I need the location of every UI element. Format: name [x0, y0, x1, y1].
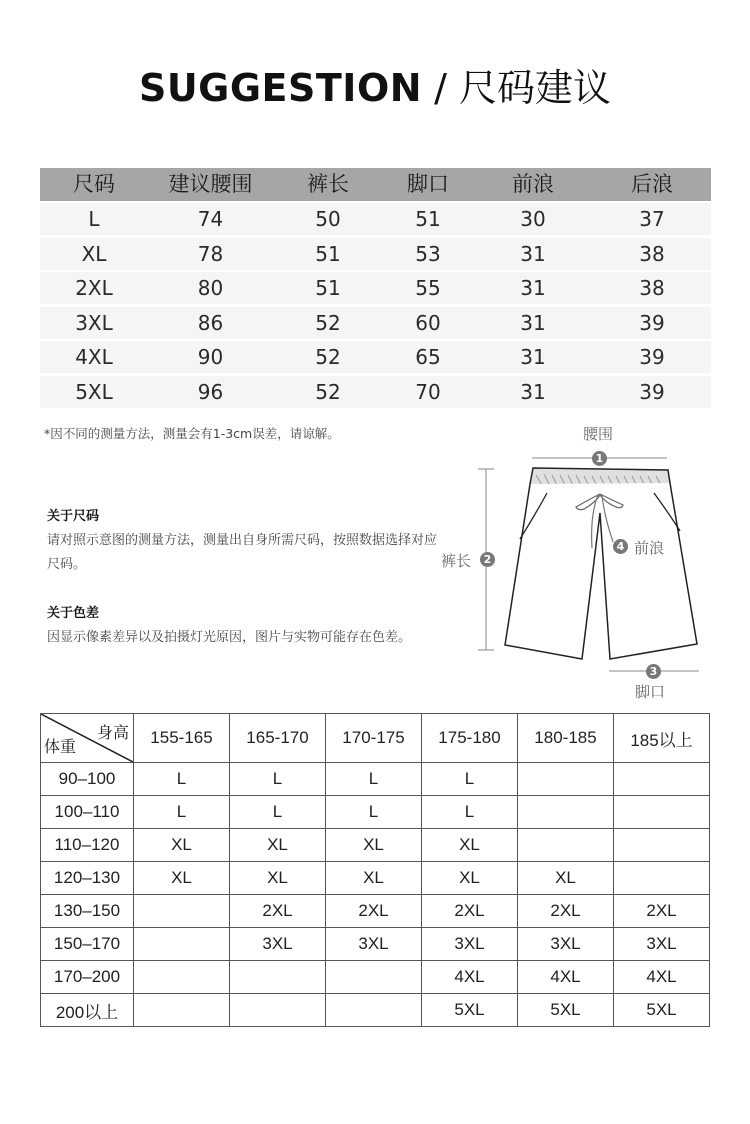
recommended-size-cell: 2XL: [614, 895, 710, 928]
recommended-size-cell: 4XL: [422, 961, 518, 994]
measurement-cell: 90: [197, 345, 224, 369]
shorts-illustration: [430, 415, 730, 705]
height-range-cell: 180-185: [518, 714, 614, 763]
weight-row: [41, 994, 710, 1027]
measurement-cell: 51: [315, 241, 341, 266]
size-table-row: [40, 341, 711, 373]
hem-label: 脚口: [635, 683, 666, 701]
size-table-row: [40, 272, 711, 304]
height-axis-label: 身高: [96, 725, 129, 742]
recommended-size-cell: 3XL: [518, 928, 614, 961]
recommended-size-cell: 2XL: [518, 895, 614, 928]
weight-range-cell: 130–150: [41, 895, 134, 928]
recommended-size-cell: XL: [422, 862, 518, 895]
size-label-cell: XL: [81, 241, 107, 266]
recommended-size-cell: XL: [134, 829, 230, 862]
recommended-size-cell: L: [326, 796, 422, 829]
recommended-size-cell: XL: [230, 862, 326, 895]
recommended-size-cell: [614, 796, 710, 829]
recommended-size-cell: 3XL: [230, 928, 326, 961]
measurement-cell: 65: [415, 345, 441, 369]
weight-row: [41, 895, 710, 928]
measurement-cell: 51: [415, 207, 441, 231]
recommended-size-cell: 2XL: [422, 895, 518, 928]
front-rise-marker-badge: 4: [613, 539, 628, 554]
recommended-size-cell: [614, 862, 710, 895]
size-label-cell: 5XL: [75, 379, 113, 404]
header-cell: 后浪: [631, 172, 673, 196]
measurement-cell: 31: [520, 241, 546, 266]
recommended-size-cell: [134, 895, 230, 928]
recommended-size-cell: [134, 928, 230, 961]
recommended-size-cell: [326, 961, 422, 994]
measurement-cell: 74: [197, 207, 224, 231]
title-english: SUGGESTION: [138, 66, 423, 110]
height-range-cell: 170-175: [326, 714, 422, 763]
waist-marker-badge: 1: [592, 451, 607, 466]
recommended-size-cell: XL: [422, 829, 518, 862]
weight-row: [41, 862, 710, 895]
recommended-size-cell: L: [422, 796, 518, 829]
recommended-size-cell: 3XL: [614, 928, 710, 961]
length-label: 裤长: [441, 552, 472, 570]
recommended-size-cell: XL: [326, 862, 422, 895]
size-label-cell: 2XL: [75, 276, 113, 300]
recommended-size-cell: L: [134, 763, 230, 796]
about-color-text: 因显示像素差异以及拍摄灯光原因，图片与实物可能存在色差。: [47, 630, 412, 645]
height-range-cell: 175-180: [422, 714, 518, 763]
measurement-cell: 31: [520, 379, 546, 404]
measurement-cell: 38: [639, 276, 665, 300]
size-label-cell: 3XL: [75, 310, 113, 335]
measurement-cell: 39: [639, 345, 665, 369]
about-color-heading: 关于色差: [47, 606, 100, 621]
recommended-size-cell: 3XL: [422, 928, 518, 961]
measurement-note: *因不同的测量方法，测量会有1-3cm误差，请谅解。: [44, 426, 340, 441]
measurement-cell: 50: [315, 207, 341, 231]
size-label-cell: 4XL: [75, 345, 113, 369]
weight-range-cell: 100–110: [41, 796, 134, 829]
size-label-cell: L: [88, 207, 100, 231]
size-table-row: [40, 238, 711, 270]
recommended-size-cell: [134, 961, 230, 994]
about-size-heading: 关于尺码: [47, 509, 100, 524]
recommended-size-cell: [518, 829, 614, 862]
recommended-size-cell: L: [134, 796, 230, 829]
measurement-cell: 60: [415, 310, 441, 335]
weight-row: [41, 928, 710, 961]
measurement-cell: 39: [639, 310, 665, 335]
measurement-cell: 31: [520, 310, 546, 335]
size-table-row: [40, 203, 711, 235]
measurement-cell: 96: [197, 379, 224, 404]
recommended-size-cell: L: [422, 763, 518, 796]
recommended-size-cell: L: [230, 763, 326, 796]
header-cell: 尺码: [73, 172, 115, 196]
weight-row: [41, 961, 710, 994]
measurement-cell: 31: [520, 345, 546, 369]
measurement-cell: 78: [197, 241, 224, 266]
height-header-row: [41, 714, 710, 763]
recommended-size-cell: [518, 796, 614, 829]
hem-marker-badge: 3: [646, 664, 661, 679]
measurement-cell: 37: [639, 207, 665, 231]
size-table-header: [40, 168, 711, 201]
measurement-cell: 30: [520, 207, 546, 231]
weight-range-cell: 110–120: [41, 829, 134, 862]
recommended-size-cell: 3XL: [326, 928, 422, 961]
recommended-size-cell: 5XL: [422, 994, 518, 1027]
recommended-size-cell: [614, 829, 710, 862]
about-size-text: 请对照示意图的测量方法，测量出自身所需尺码，按照数据选择对应尺码。: [47, 533, 438, 572]
height-range-cell: 155-165: [134, 714, 230, 763]
front-rise-label: 前浪: [634, 539, 665, 557]
recommended-size-cell: [230, 961, 326, 994]
weight-range-cell: 120–130: [41, 862, 134, 895]
title-separator: /: [422, 66, 460, 110]
header-cell: 前浪: [512, 172, 554, 196]
waist-label: 腰围: [583, 425, 614, 443]
measurement-cell: 38: [639, 241, 665, 266]
measurement-cell: 52: [315, 310, 341, 335]
measurement-cell: 53: [415, 241, 441, 266]
recommended-size-cell: XL: [134, 862, 230, 895]
recommended-size-cell: 4XL: [614, 961, 710, 994]
measurement-cell: 52: [315, 379, 341, 404]
header-cell: 脚口: [407, 172, 449, 196]
recommended-size-cell: 4XL: [518, 961, 614, 994]
recommended-size-cell: XL: [326, 829, 422, 862]
measurement-cell: 31: [520, 276, 546, 300]
weight-range-cell: 170–200: [41, 961, 134, 994]
weight-row: [41, 763, 710, 796]
measurement-cell: 52: [315, 345, 341, 369]
title-chinese: 尺码建议: [459, 66, 612, 110]
recommended-size-cell: [614, 763, 710, 796]
weight-axis-label: 体重: [44, 739, 77, 756]
header-cell: 裤长: [307, 172, 349, 196]
weight-range-cell: 90–100: [41, 763, 134, 796]
size-table: [40, 168, 711, 410]
weight-row: [41, 796, 710, 829]
recommended-size-cell: 2XL: [326, 895, 422, 928]
corner-cell: [41, 714, 134, 763]
recommended-size-cell: XL: [518, 862, 614, 895]
recommended-size-cell: [134, 994, 230, 1027]
recommended-size-cell: XL: [230, 829, 326, 862]
measurement-cell: 70: [415, 379, 441, 404]
recommended-size-cell: [326, 994, 422, 1027]
recommended-size-cell: 5XL: [518, 994, 614, 1027]
measurement-cell: 55: [415, 276, 441, 300]
length-marker-badge: 2: [480, 552, 495, 567]
measurement-cell: 51: [315, 276, 341, 300]
height-weight-size-table: [40, 713, 710, 1027]
recommended-size-cell: 5XL: [614, 994, 710, 1027]
header-cell: 建议腰围: [168, 172, 253, 196]
size-table-row: [40, 307, 711, 339]
weight-row: [41, 829, 710, 862]
recommended-size-cell: L: [230, 796, 326, 829]
recommended-size-cell: L: [326, 763, 422, 796]
measurement-cell: 86: [197, 310, 224, 335]
shorts-measurement-diagram: [430, 415, 730, 705]
page-title: [0, 62, 750, 114]
weight-range-cell: 200以上: [41, 994, 134, 1027]
measurement-cell: 39: [639, 379, 665, 404]
recommended-size-cell: [518, 763, 614, 796]
height-range-cell: 185以上: [614, 714, 710, 763]
recommended-size-cell: [230, 994, 326, 1027]
recommended-size-cell: 2XL: [230, 895, 326, 928]
weight-range-cell: 150–170: [41, 928, 134, 961]
measurement-cell: 80: [197, 276, 224, 300]
height-range-cell: 165-170: [230, 714, 326, 763]
size-table-row: [40, 376, 711, 408]
